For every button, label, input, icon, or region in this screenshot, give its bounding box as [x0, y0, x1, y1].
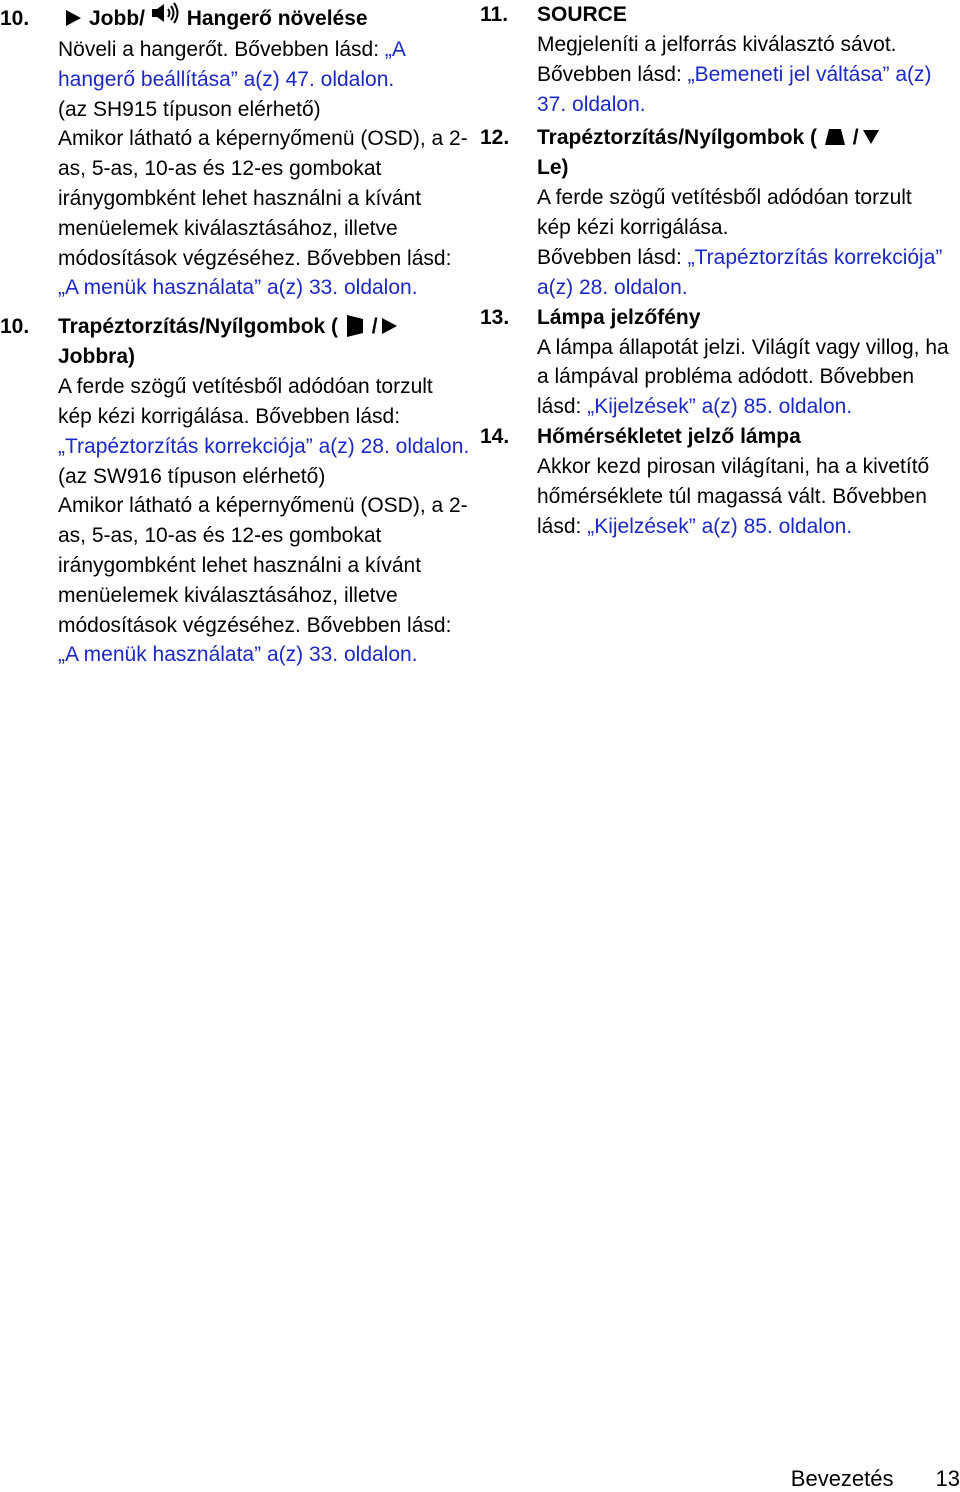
item-body — [537, 422, 950, 541]
item-paragraph: A ferde szögű vetítésből adódóan torzult kép kézi korrigálása. — [537, 186, 912, 240]
item-heading — [537, 123, 950, 183]
cross-reference-link[interactable]: „Kijelzések” a(z) 85. oldalon. — [587, 514, 853, 538]
footer-section-title: Bevezetés — [790, 1466, 894, 1491]
item-body — [537, 0, 950, 119]
item-heading: Hőmérsékletet jelző lámpa — [537, 424, 801, 448]
heading-rest: Hangerő növelése — [186, 7, 368, 31]
item-paragraph — [58, 35, 470, 95]
item-text: Amikor látható a képernyőmenü (OSD), a 2-as, 5-as, 10-as és 12-es gombokat iránygombként lehet használni a kívánt menüelemek kiválasztásához, illetve módosítások végzéséhez. Bővebben lásd: — [58, 127, 468, 270]
heading-text: Jobbra) — [58, 345, 136, 369]
cross-reference-link[interactable]: „Kijelzések” a(z) 85. oldalon. — [587, 395, 853, 419]
item-heading: SOURCE — [537, 3, 627, 26]
cross-reference-link[interactable]: „Trapéztorzítás korrekciója” a(z) 28. oldalon. — [58, 434, 470, 458]
item-keystone-down — [480, 123, 950, 302]
item-number: 14. — [480, 424, 510, 448]
heading-jobb: Jobb/ — [89, 7, 145, 31]
item-number: 10. — [0, 7, 30, 30]
item-paragraph — [58, 491, 470, 670]
item-paragraph — [537, 30, 950, 119]
item-lamp-indicator — [480, 303, 950, 422]
item-body — [537, 123, 950, 302]
down-triangle-icon — [863, 130, 879, 144]
item-paragraph — [537, 333, 950, 422]
item-text: A ferde szögű vetítésből adódóan torzult kép kézi korrigálása. Bővebben lásd: — [58, 375, 433, 428]
item-text: Amikor látható a képernyőmenü (OSD), a 2-as, 5-as, 10-as és 12-es gombokat iránygombként lehet használni a kívánt menüelemek kiválasztásához, illetve módosítások végzéséhez. Bővebben lásd: — [58, 494, 468, 637]
heading-text: Trapéztorzítás/Nyílgombok ( — [537, 126, 818, 150]
item-source — [480, 0, 950, 119]
cross-reference-link[interactable]: „Trapéztorzítás korrekciója” a(z) 28. oldalon. — [537, 245, 943, 299]
heading-text: Le) — [537, 156, 569, 180]
heading-slash: / — [852, 126, 859, 150]
page-number: 13 — [935, 1466, 960, 1491]
item-paragraph — [537, 452, 950, 541]
keystone-trapezoid-icon — [344, 313, 366, 339]
right-triangle-icon — [66, 10, 81, 26]
item-paragraph — [537, 243, 950, 303]
page-footer — [791, 1466, 960, 1492]
keystone-trapezoid-icon — [823, 126, 847, 148]
item-heading — [58, 312, 470, 372]
item-number: 11. — [480, 3, 509, 26]
item-paragraph — [58, 372, 470, 491]
speaker-volume-icon — [151, 2, 181, 33]
item-body — [537, 303, 950, 422]
item-volume-up — [0, 4, 470, 303]
item-temperature-lamp — [480, 422, 950, 541]
item-keystone-right — [0, 312, 470, 670]
right-triangle-icon — [382, 318, 397, 334]
item-number: 10. — [0, 315, 30, 339]
left-column — [0, 0, 470, 667]
item-text: (az SW916 típuson elérhető) — [58, 464, 326, 488]
cross-reference-link[interactable]: „A menük használata” a(z) 33. oldalon. — [58, 276, 418, 300]
item-text: Növeli a hangerőt. Bővebben lásd: — [58, 38, 385, 61]
item-body — [58, 312, 470, 670]
item-text: Akkor kezd pirosan világítani, ha a kivetítő hőmérséklete túl magassá vált. Bővebben lásd: — [537, 454, 930, 538]
item-text: Megjeleníti a jelforrás kiválasztó sávot. Bővebben lásd: — [537, 33, 897, 86]
item-number: 12. — [480, 126, 510, 150]
item-heading — [58, 4, 470, 35]
item-paragraph: (az SH915 típuson elérhető) — [58, 97, 321, 121]
cross-reference-link[interactable]: „A menük használata” a(z) 33. oldalon. — [58, 643, 418, 667]
item-paragraph — [58, 124, 470, 303]
heading-text: Trapéztorzítás/Nyílgombok ( — [58, 315, 339, 339]
item-text: A lámpa állapotát jelzi. Világít vagy villog, ha a lámpával probléma adódott. Bővebben lásd: — [537, 335, 949, 419]
heading-slash: / — [371, 315, 378, 339]
item-body — [58, 4, 470, 303]
item-text: Bővebben lásd: — [537, 245, 688, 269]
cross-reference-link[interactable]: „A hangerő beállítása” a(z) 47. oldalon. — [58, 38, 405, 91]
cross-reference-link[interactable]: „Bemeneti jel váltása” a(z) 37. oldalon. — [537, 62, 932, 116]
item-number: 13. — [480, 305, 510, 329]
item-heading: Lámpa jelzőfény — [537, 305, 701, 329]
right-column — [480, 0, 950, 537]
